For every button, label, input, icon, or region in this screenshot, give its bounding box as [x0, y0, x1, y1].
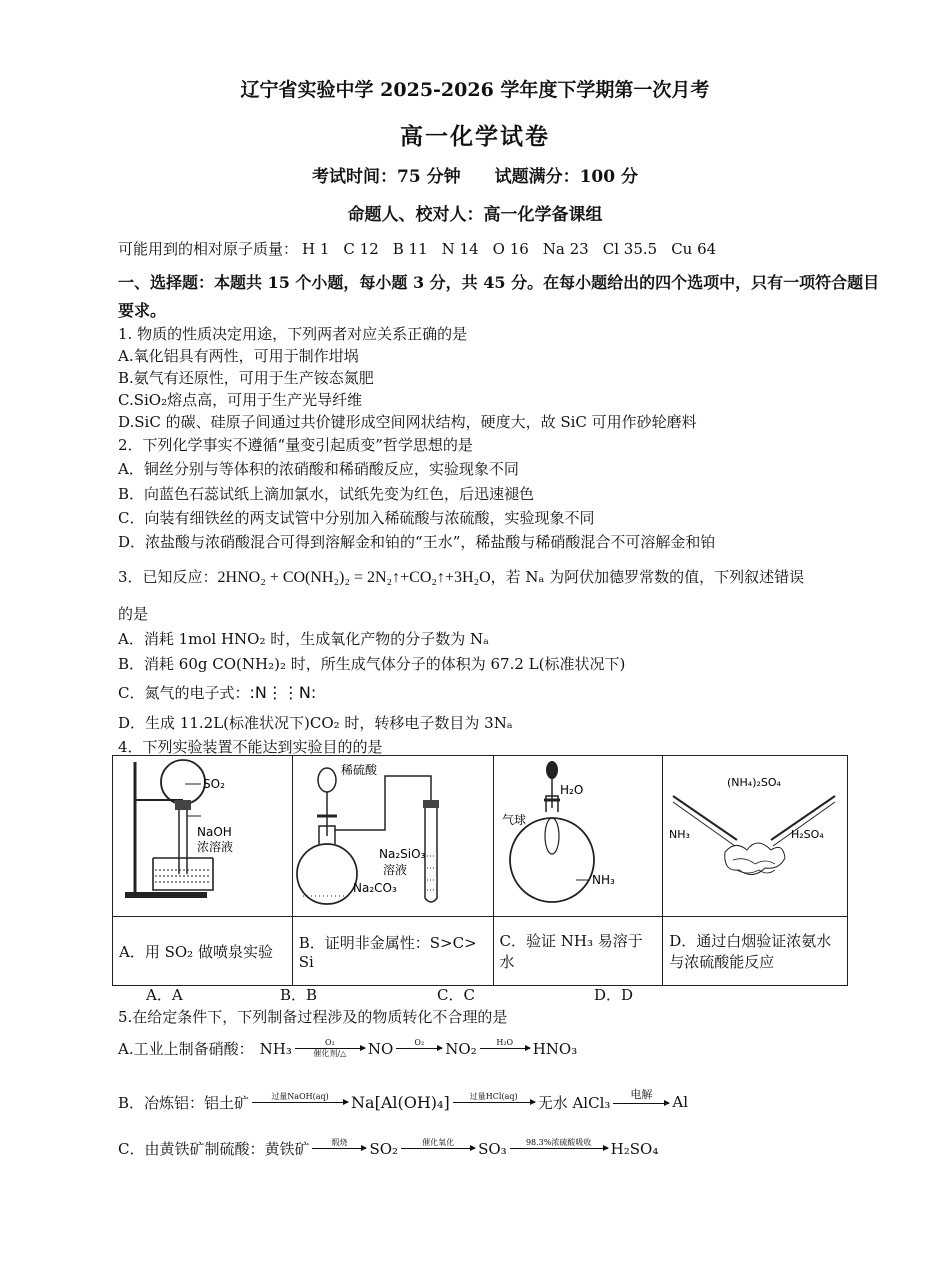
label-naoh-solution: 浓溶液: [197, 840, 234, 854]
reaction-arrow: [510, 1138, 608, 1159]
q3-stem: [118, 566, 804, 587]
species: 无水 AlCl₃: [537, 1093, 611, 1112]
q5-option-b: [118, 1090, 688, 1114]
species: SO₂: [369, 1139, 399, 1158]
q3-stem-prefix: 3．已知反应：: [118, 568, 218, 586]
reaction-arrow: [252, 1092, 348, 1113]
q3-option-b: B．消耗 60g CO(NH₂)₂ 时，所生成气体分子的体积为 67.2 L(标准状况下): [118, 655, 626, 673]
arrow-condition-top: O₂: [324, 1038, 335, 1047]
q2-option-c: C．向装有细铁丝的两支试管中分别加入稀硫酸与浓硫酸，实验现象不同: [118, 509, 595, 527]
white-smoke-figure: [663, 756, 846, 912]
arrow-condition-top: H₂O: [496, 1038, 514, 1047]
q1-option-b: B.氨气有还原性，可用于生产铵态氮肥: [118, 369, 374, 387]
label-na2sio3-solution: 溶液: [382, 863, 407, 877]
atomic-mass-item: Cu 64: [671, 240, 717, 258]
atomic-mass-item: Cl 35.5: [602, 240, 658, 258]
q5-option-a-label: A.工业上制备硝酸：: [118, 1040, 254, 1058]
reaction-arrow: [480, 1038, 530, 1059]
reaction-arrow: [613, 1090, 669, 1114]
section1-heading: 一、选择题：本题共 15 个小题，每小题 3 分，共 45 分。在每小题给出的四个选项中，只有一项符合题目: [118, 273, 880, 292]
figure-d-cell: [663, 756, 848, 917]
figure-b-cell: [292, 756, 493, 917]
label-naoh: NaOH: [197, 825, 232, 839]
reaction-arrow: [401, 1138, 475, 1159]
atomic-masses: [118, 238, 730, 259]
q3-stem-cont: 的是: [118, 605, 149, 623]
label-na2sio3: Na₂SiO₃: [378, 847, 426, 861]
atomic-mass-item: N 14: [441, 240, 479, 258]
species: NO: [367, 1039, 394, 1058]
arrow-condition-top: 过量NaOH(aq): [271, 1091, 329, 1101]
q1-option-a: A.氧化铝具有两性，可用于制作坩埚: [118, 347, 359, 365]
label-h2o: H₂O: [559, 783, 583, 797]
species: HNO₃: [532, 1039, 578, 1058]
q5-stem: 5.在给定条件下，下列制备过程涉及的物质转化不合理的是: [118, 1008, 508, 1026]
full-score: 试题满分：100 分: [494, 167, 638, 187]
figure-a-cell: [113, 756, 293, 917]
reaction-arrow: [295, 1038, 365, 1059]
species: Al: [672, 1093, 689, 1111]
species: NO₂: [445, 1039, 477, 1058]
figure-c-caption: C．验证 NH₃ 易溶于水: [493, 917, 663, 986]
arrow-condition-top: 煅烧: [331, 1138, 348, 1147]
label-so2: SO₂: [203, 777, 225, 791]
school-title: 辽宁省实验中学 2025-2026 学年度下学期第一次月考: [240, 79, 710, 101]
arrow-condition-top: 98.3%浓硫酸吸收: [525, 1138, 592, 1147]
q2-stem: 2．下列化学事实不遵循“量变引起质变”哲学思想的是: [118, 436, 473, 454]
q5-option-b-label: B．冶炼铝：铝土矿: [118, 1093, 250, 1112]
q1-stem: 1. 物质的性质决定用途，下列两者对应关系正确的是: [118, 325, 468, 343]
paper-title: 高一化学试卷: [400, 123, 550, 150]
species: SO₃: [478, 1139, 507, 1158]
atomic-mass-item: Na 23: [542, 240, 589, 258]
q4-option-b: B．B: [280, 986, 318, 1004]
arrow-condition-top: O₂: [414, 1038, 425, 1047]
q2-option-d: D．浓盐酸与浓硝酸混合可得到溶解金和铂的“王水”，稀盐酸与稀硝酸混合不可溶解金和铂: [118, 533, 716, 551]
reaction-arrow: [312, 1138, 366, 1159]
atomic-mass-item: O 16: [492, 240, 529, 258]
arrow-condition-top: 过量HCl(aq): [469, 1091, 518, 1101]
reaction-arrow: [453, 1092, 535, 1113]
q4-option-d: D．D: [594, 986, 634, 1004]
reaction-arrow: [396, 1038, 442, 1059]
q3-option-c: [118, 682, 316, 703]
atomic-mass-item: C 12: [343, 240, 379, 258]
label-h2so4-conc: H₂SO₄: [791, 828, 824, 841]
figure-a-caption: A．用 SO₂ 做喷泉实验: [113, 917, 293, 986]
q4-apparatus-table: [112, 755, 848, 986]
atomic-masses-label: 可能用到的相对原子质量：: [118, 240, 299, 258]
label-nh3: NH₃: [591, 873, 615, 887]
figure-b-caption: B．证明非金属性：S>C> Si: [292, 917, 493, 986]
label-ammonium-sulfate: (NH₄)₂SO₄: [727, 776, 782, 789]
q4-stem: 4．下列实验装置不能达到实验目的的是: [118, 738, 383, 756]
section1-heading-cont: 要求。: [118, 301, 167, 320]
q2-option-a: A．铜丝分别与等体积的浓硝酸和稀硝酸反应，实验现象不同: [118, 460, 519, 478]
arrow-condition-top: 电解: [630, 1088, 653, 1101]
q3-stem-suffix: ，若 Nₐ 为阿伏加德罗常数的值，下列叙述错误: [490, 568, 805, 586]
q1-option-c: C.SiO₂熔点高，可用于生产光导纤维: [118, 391, 363, 409]
label-na2co3: Na₂CO₃: [352, 881, 397, 895]
q5-option-c-label: C．由黄铁矿制硫酸：黄铁矿: [118, 1140, 310, 1158]
atomic-mass-item: H 1: [302, 240, 330, 258]
fountain-apparatus-figure: [113, 756, 291, 912]
figure-d-caption: D．通过白烟验证浓氨水与浓硫酸能反应: [663, 917, 848, 986]
label-nh3-conc: NH₃: [669, 828, 691, 841]
q4-option-a: A．A: [146, 986, 183, 1004]
acidity-apparatus-figure: [293, 756, 492, 912]
q3-option-d: D．生成 11.2L(标准状况下)CO₂ 时，转移电子数目为 3Nₐ: [118, 714, 513, 732]
q2-option-b: B．向蓝色石蕊试纸上滴加氯水，试纸先变为红色，后迅速褪色: [118, 485, 535, 503]
atomic-mass-item: B 11: [392, 240, 428, 258]
n2-electron-formula: :N⋮⋮N:: [249, 683, 317, 702]
species: H₂SO₄: [610, 1139, 659, 1158]
q5-option-a: [118, 1038, 577, 1059]
label-balloon: 气球: [501, 813, 526, 827]
arrow-condition-bottom: 催化剂/△: [313, 1049, 347, 1058]
ammonia-solubility-figure: [494, 756, 662, 912]
q5-option-c: [118, 1138, 658, 1159]
q3-equation: 2HNO₂ + CO(NH₂)₂ = 2N₂↑+CO₂↑+3H₂O: [217, 569, 491, 586]
species: Na[Al(OH)₄]: [351, 1092, 450, 1112]
exam-info: [0, 162, 950, 187]
figure-c-cell: [493, 756, 663, 917]
q3-option-a: A．消耗 1mol HNO₂ 时，生成氧化产物的分子数为 Nₐ: [118, 630, 489, 648]
authors: 命题人、校对人：高一化学备课组: [347, 205, 603, 225]
species: NH₃: [259, 1039, 292, 1058]
q3-option-c-prefix: C．氮气的电子式：: [118, 684, 250, 702]
label-dilute-h2so4: 稀硫酸: [340, 763, 377, 777]
q1-option-d: D.SiC 的碳、硅原子间通过共价键形成空间网状结构，硬度大，故 SiC 可用作砂轮磨料: [118, 413, 697, 431]
q4-option-c: C．C: [437, 986, 475, 1004]
exam-time: 考试时间：75 分钟: [312, 167, 461, 187]
arrow-condition-top: 催化氧化: [422, 1138, 455, 1147]
